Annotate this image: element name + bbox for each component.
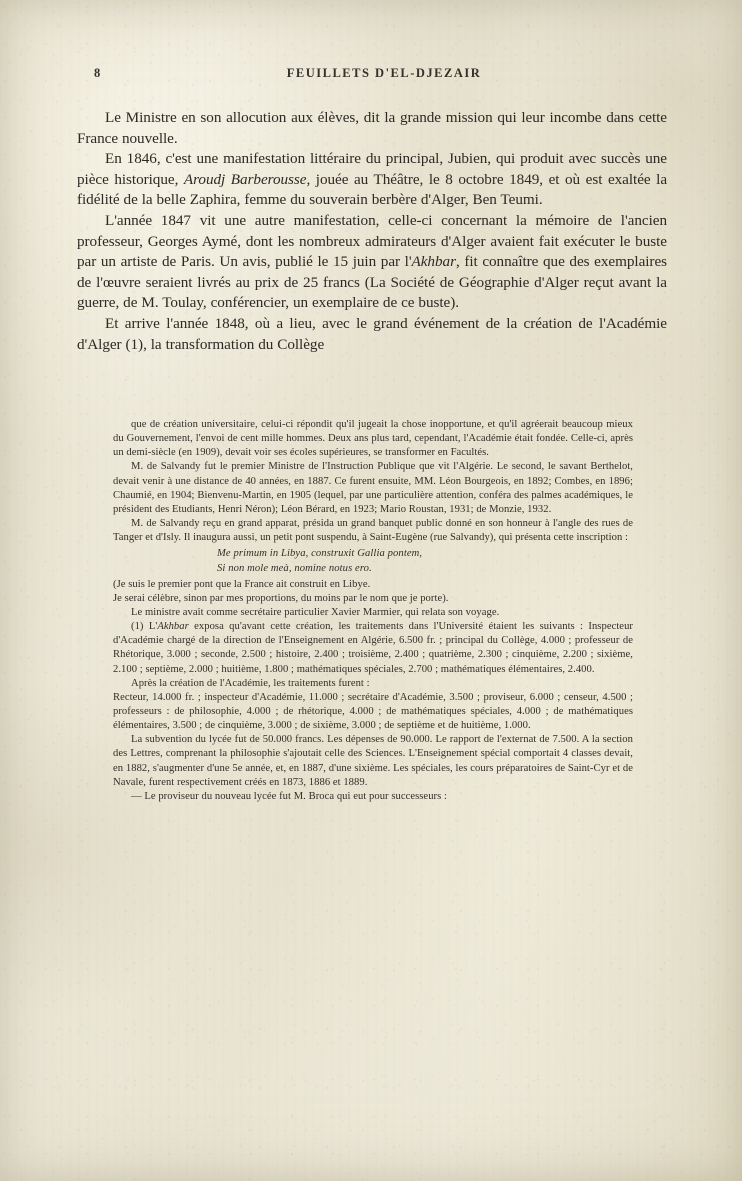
- verse-line-1: Me primum in Libya, construxit Gallia pontem,: [217, 548, 423, 560]
- smallprint-paragraph-banquet: M. de Salvandy reçu en grand apparat, présida un grand banquet public donné en son honneur à l'angle des rues de Tanger et d'Isly. Il inaugura aussi, un petit pont suspendu, à Saint-Eugène (rue Salvandy), qui présenta cette inscription :: [113, 518, 633, 544]
- paragraph-1846: [77, 149, 667, 211]
- paragraph-ministre: Le Ministre en son allocution aux élèves, dit la grande mission qui leur incombe dans cette France nouvelle.: [77, 109, 667, 147]
- verse-translation-line-1: (Je suis le premier pont que la France ait construit en Libye.: [113, 578, 371, 590]
- smallprint-paragraph-universitaire: que de création universitaire, celui-ci répondit qu'il jugeait la chose inopportune, et qu'il agréerait beaucoup mieux du Gouvernement, l'envoi de cent mille hommes. Deux ans plus tard, cependant, l'Académie était fondée. Celle-ci, après un demi-siècle (en 1909), devait voir ses écoles supérieures, se transformer en Facultés.: [113, 419, 633, 459]
- footnote-after-creation-salaries: Recteur, 14.000 fr. ; inspecteur d'Académie, 11.000 ; secrétaire d'Académie, 3.500 ; proviseur, 6.000 ; censeur, 4.500 ; professeurs : de philosophie, 4.000 ; de rhétorique, 4.000 ; de mathématiques spéciales, 4.000 ; de mathématiques élémentaires, 3.500 ; de cinquième, 3.000 ; de sixième, 3.000 ; de septième et de huitième, 1.000.: [113, 691, 633, 732]
- page-number: 8: [94, 66, 101, 80]
- verse-translation-line-2: Je serai célèbre, sinon par mes proportions, du moins par le nom que je porte).: [113, 592, 449, 604]
- smallprint-paragraph-marmier: Le ministre avait comme secrétaire particulier Xavier Marmier, qui relata son voyage.: [131, 606, 500, 618]
- footnote-last-line-proviseur: — Le proviseur du nouveau lycée fut M. Broca qui eut pour successeurs :: [131, 790, 447, 802]
- footnote-after-creation-intro: Après la création de l'Académie, les traitements furent :: [131, 677, 370, 689]
- main-body-text: [77, 108, 667, 355]
- paragraph-1847-text: L'année 1847 vit une autre manifestation, celle-ci concernant la mémoire de l'ancien professeur, Georges Aymé, dont les nombreux admirateurs d'Alger avaient fait exécuter le buste par un artiste de Paris. Un avis, publié le 15 juin par l'Akhbar, fit connaître que des exemplaires de l'œuvre seraient livrés au prix de 25 francs (La Société de Géographie d'Alger reçut avant la guerre, de M. Toulay, conférencier, un exemplaire de ce buste).: [77, 211, 667, 312]
- smallprint-paragraph-salvandy-ministre: M. de Salvandy fut le premier Ministre de l'Instruction Publique que vit l'Algérie. Le second, le savant Berthelot, devait venir à une distance de 40 années, en 1887. Ce furent ensuite, MM. Léon Bourgeois, en 1892; Combes, en 1896; Chaumié, en 1904; Bienvenu-Martin, en 1905 (lequel, par une particulière attention, conféra des palmes académiques, le président des Etudiants, Henri Néron); Léon Bérard, en 1923; Mario Roustan, 1931; de Monzie, 1932.: [113, 461, 633, 515]
- paragraph-1846-text: En 1846, c'est une manifestation littéraire du principal, Jubien, qui produit avec succès une pièce historique, Aroudj Barberousse, jouée au Théâtre, le 8 octobre 1849, et où est exaltée la fidélité de la belle Zaphira, femme du souverain berbère d'Alger, Ben Teumi.: [77, 150, 668, 209]
- latin-inscription-verse: [113, 545, 633, 577]
- running-head: [0, 66, 742, 88]
- footnote-one-salaries-before: (1) L'Akhbar exposa qu'avant cette création, les traitements dans l'Université étaient les suivants : Inspecteur d'Académie chargé de la direction de l'Enseignement en Algérie, 6.500 fr. ; principal du Collège, 4.000 ; professeur de Rhétorique, 3.000 ; seconde, 2.500 ; histoire, 2.400 ; troisième, 2.400 ; quatrième, 2.300 ; cinquième, 2.200 ; sixième, 2.100 ; septième, 2.000 ; huitième, 1.800 ; mathématiques spéciales, 2.700 ; mathématiques élémentaires, 2.400.: [113, 621, 633, 675]
- verse-line-2: Si non mole meà, nomine notus ero.: [217, 563, 372, 574]
- paragraph-1848: Et arrive l'année 1848, où a lieu, avec le grand événement de la création de l'Académie d'Alger (1), la transformation du Collège: [77, 314, 667, 353]
- paragraph-1847: [77, 211, 667, 314]
- footnote-subvention-lycee: La subvention du lycée fut de 50.000 francs. Les dépenses de 90.000. Le rapport de l'externat de 7.500. A la section des Lettres, comprenant la philosophie s'ajoutait celle des Sciences. L'Enseignement spécial comportait 4 classes devait, en 1882, s'augmenter d'une 5e année, et, en 1887, d'une sixième. Les spéciales, les cours préparatoires de Saint-Cyr et de Navale, furent respectivement créés en 1873, 1886 et 1889.: [113, 734, 633, 788]
- small-print-block: [113, 418, 633, 804]
- running-head-title: FEUILLETS D'EL-DJEZAIR: [286, 66, 482, 80]
